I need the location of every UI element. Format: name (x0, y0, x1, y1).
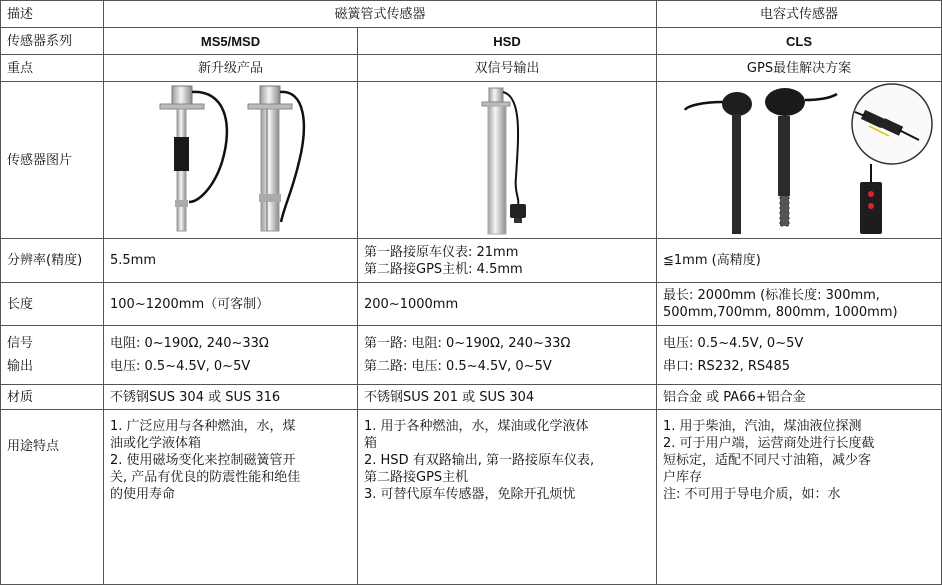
usage-hsd-line: 2. HSD 有双路输出, 第一路接原车仪表, (364, 453, 595, 468)
series-hsd: HSD (358, 28, 657, 55)
usage-hsd-line: 3. 可替代原车传感器，免除开孔烦忧 (364, 487, 576, 502)
hsd-image-cell (358, 82, 657, 239)
length-cls (657, 283, 942, 326)
header-desc: 描述 (1, 1, 104, 28)
signal-cls-line2: 串口: RS232, RS485 (663, 359, 790, 374)
header-row (1, 1, 942, 28)
length-row (1, 283, 942, 326)
point-label: 重点 (1, 55, 104, 82)
signal-ms5-line2: 电压: 0.5~4.5V, 0~5V (110, 359, 251, 374)
material-label: 材质 (1, 385, 104, 410)
resolution-label: 分辨率(精度) (1, 239, 104, 283)
usage-ms5-line: 的使用寿命 (110, 487, 176, 502)
series-cls: CLS (657, 28, 942, 55)
header-reed: 磁簧管式传感器 (104, 1, 657, 28)
ms5-sensor-image (104, 82, 358, 238)
signal-hsd (358, 326, 657, 385)
usage-cls-line: 2. 可于用户端，运营商处进行长度截 (663, 436, 875, 451)
image-row (1, 82, 942, 239)
cls-image-cell (657, 82, 942, 239)
length-ms5: 100~1200mm（可客制） (104, 283, 358, 326)
length-cls-line1: 最长: 2000mm (标准长度: 300mm, (663, 288, 880, 303)
usage-ms5-line: 关, 产品有优良的防震性能和绝佳 (110, 470, 301, 485)
point-cls: GPS最佳解决方案 (657, 55, 942, 82)
usage-hsd-line: 第二路接GPS主机 (364, 470, 469, 485)
length-label: 长度 (1, 283, 104, 326)
usage-ms5-line: 2. 使用磁场变化来控制磁簧管开 (110, 453, 296, 468)
length-hsd: 200~1000mm (358, 283, 657, 326)
resolution-hsd-line1: 第一路接原车仪表: 21mm (364, 244, 519, 260)
signal-row (1, 326, 942, 385)
resolution-hsd-line2: 第二路接GPS主机: 4.5mm (364, 261, 523, 277)
resolution-cls: ≦1mm (高精度) (657, 239, 942, 283)
series-row (1, 28, 942, 55)
material-cls: 铝合金 或 PA66+铝合金 (657, 385, 942, 410)
usage-ms5 (104, 410, 358, 585)
usage-hsd-line: 1. 用于各种燃油，水，煤油或化学液体 (364, 419, 589, 434)
resolution-hsd (358, 239, 657, 283)
usage-cls-line: 1. 用于柴油，汽油，煤油液位探测 (663, 419, 862, 434)
signal-label-line1: 信号 (7, 336, 34, 351)
signal-ms5-line1: 电阻: 0~190Ω, 240~33Ω (110, 336, 269, 351)
usage-label: 用途特点 (1, 410, 104, 585)
resolution-ms5: 5.5mm (104, 239, 358, 283)
point-hsd: 双信号输出 (358, 55, 657, 82)
usage-ms5-line: 1. 广泛应用与各种燃油，水，煤 (110, 419, 296, 434)
usage-cls-line: 户库存 (663, 470, 703, 485)
signal-hsd-line1: 第一路: 电阻: 0~190Ω, 240~33Ω (364, 336, 571, 351)
usage-row (1, 410, 942, 585)
point-row (1, 55, 942, 82)
resolution-row (1, 239, 942, 283)
signal-label (1, 326, 104, 385)
usage-ms5-line: 油或化学液体箱 (110, 436, 202, 451)
usage-hsd (358, 410, 657, 585)
signal-cls (657, 326, 942, 385)
material-hsd: 不锈钢SUS 201 或 SUS 304 (358, 385, 657, 410)
point-ms5: 新升级产品 (104, 55, 358, 82)
signal-hsd-line2: 第二路: 电压: 0.5~4.5V, 0~5V (364, 359, 552, 374)
ms5-image-cell (104, 82, 358, 239)
signal-label-line2: 输出 (7, 359, 34, 374)
hsd-sensor-image (358, 82, 657, 238)
length-cls-line2: 500mm,700mm, 800mm, 1000mm) (663, 305, 898, 320)
series-label: 传感器系列 (1, 28, 104, 55)
usage-cls-line: 短标定，适配不同尺寸油箱，减少客 (663, 453, 872, 468)
usage-cls-line: 注: 不可用于导电介质，如：水 (663, 487, 841, 502)
image-label: 传感器图片 (1, 82, 104, 239)
usage-cls (657, 410, 942, 585)
signal-ms5 (104, 326, 358, 385)
header-capacitive: 电容式传感器 (657, 1, 942, 28)
material-row (1, 385, 942, 410)
usage-hsd-line: 箱 (364, 436, 378, 451)
cls-sensor-image (657, 82, 942, 238)
series-ms5: MS5/MSD (104, 28, 358, 55)
signal-cls-line1: 电压: 0.5~4.5V, 0~5V (663, 336, 804, 351)
material-ms5: 不锈钢SUS 304 或 SUS 316 (104, 385, 358, 410)
